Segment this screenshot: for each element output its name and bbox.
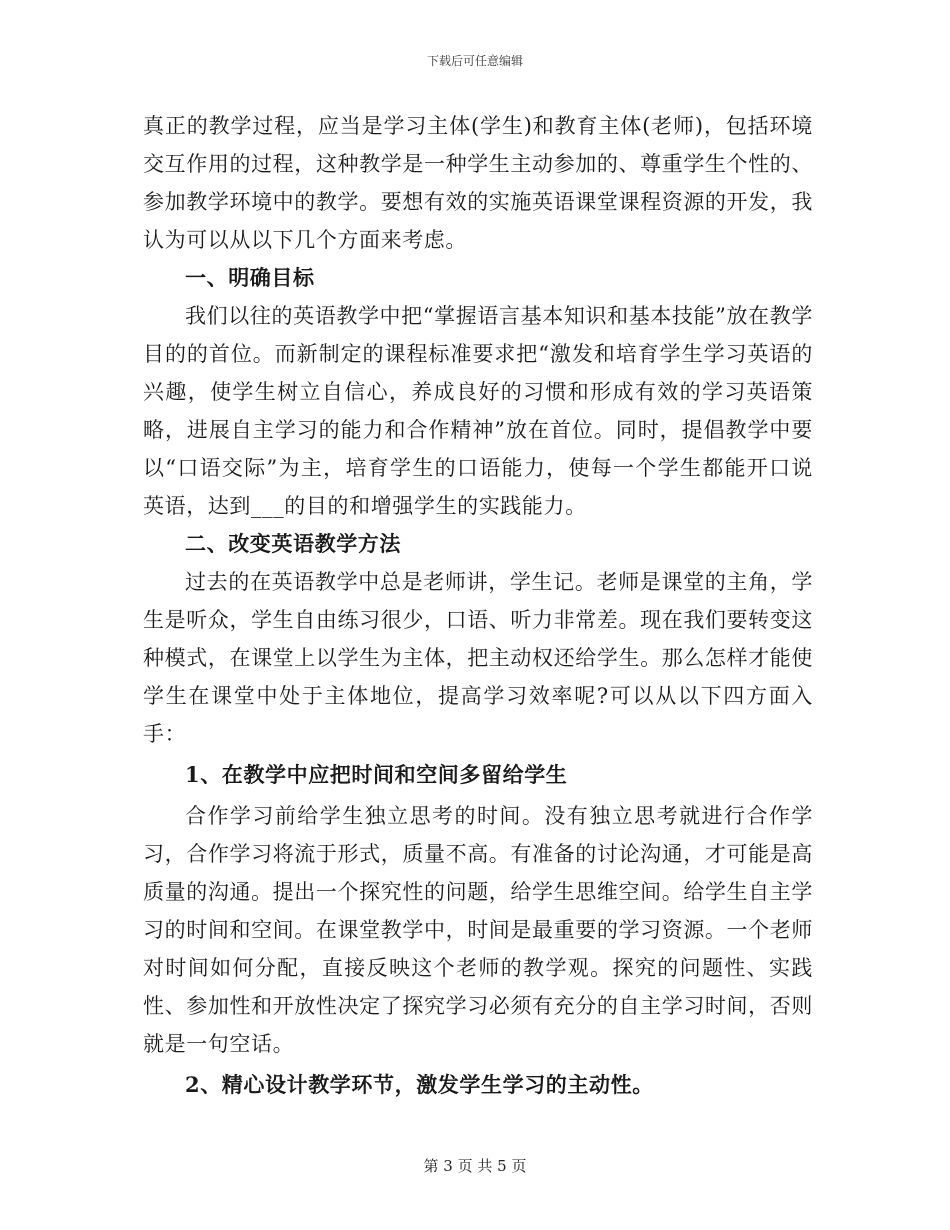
subsection-heading-design-steps: 2、精心设计教学环节，激发学生学习的主动性。 [185, 1072, 654, 1097]
section-heading-clarify-goals: 一、明确目标 [185, 265, 315, 290]
paragraph-time-space: 合作学习前给学生独立思考的时间。没有独立思考就进行合作学习，合作学习将流于形式，质量不高。有准备的讨论沟通，才可能是高质量的沟通。提出一个探究性的问题，给学生思维空间。给学生自主学习的时间和空间。在课堂教学中，时间是最重要的学习资源。一个老师对时间如何分配，直接反映这个老师的教学观。探究的问题性、实践性、参加性和开放性决定了探究学习必须有充分的自主学习时间，否则就是一句空话。 [143, 804, 813, 1056]
document-body [143, 107, 813, 1107]
paragraph-goals: 我们以往的英语教学中把“掌握语言基本知识和基本技能”放在教学目的的首位。而新制定的课程标准要求把“激发和培育学生学习英语的兴趣，使学生树立自信心，养成良好的习惯和形成有效的学习英语策略，进展自主学习的能力和合作精神”放在首位。同时，提倡教学中要以“口语交际”为主，培育学生的口语能力，使每一个学生都能开口说英语，达到___的目的和增强学生的实践能力。 [143, 304, 813, 518]
page-footer: 第 3 页 共 5 页 [423, 1157, 527, 1175]
subsection-heading-time-space: 1、在教学中应把时间和空间多留给学生 [185, 762, 568, 787]
paragraph-methods: 过去的在英语教学中总是老师讲，学生记。老师是课堂的主角，学生是听众，学生自由练习很少，口语、听力非常差。现在我们要转变这种模式，在课堂上以学生为主体，把主动权还给学生。那么怎样才能使学生在课堂中处于主体地位，提高学习效率呢?可以从以下四方面入手： [143, 570, 813, 746]
page-header: 下载后可任意编辑 [426, 54, 523, 68]
paragraph-intro: 真正的教学过程，应当是学习主体(学生)和教育主体(老师)，包括环境交互作用的过程，这种教学是一种学生主动参加的、尊重学生个性的、参加教学环境中的教学。要想有效的实施英语课堂课程资源的开发，我认为可以从以下几个方面来考虑。 [143, 114, 813, 252]
section-heading-change-methods: 二、改变英语教学方法 [185, 531, 401, 556]
